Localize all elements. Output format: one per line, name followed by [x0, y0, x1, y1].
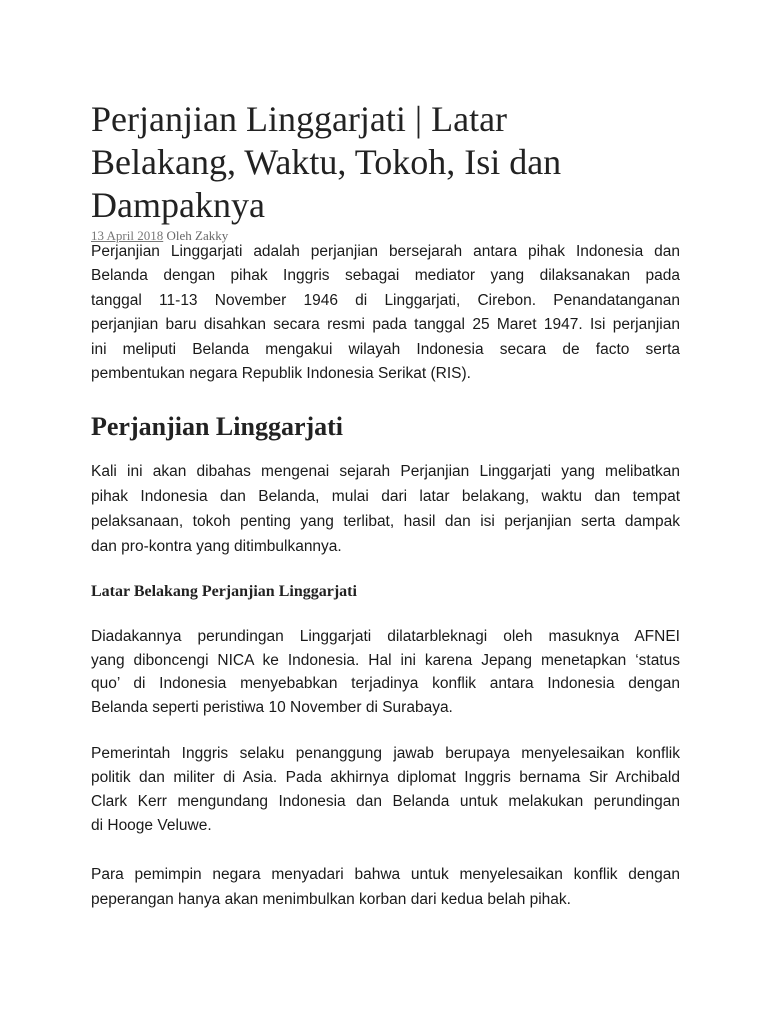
- text-line: pelaksanaan, tokoh penting yang terlibat, hasil dan isi perjanjian serta dampak: [91, 513, 680, 530]
- title-line: Perjanjian Linggarjati | Latar: [91, 99, 508, 139]
- text-line: ini meliputi Belanda mengakui wilayah Indonesia secara de facto serta: [91, 340, 680, 358]
- text-line: dan pro-kontra yang ditimbulkannya.: [91, 538, 342, 555]
- text-line: yang diboncengi NICA ke Indonesia. Hal ini karena Jepang menetapkan ‘status: [91, 651, 680, 669]
- paragraph: [91, 625, 680, 719]
- title-line: Belakang, Waktu, Tokoh, Isi dan: [91, 142, 562, 182]
- text-line: Diadakannya perundingan Linggarjati dilatarbleknagi oleh masuknya AFNEI: [91, 628, 680, 645]
- text-line: di Hooge Veluwe.: [91, 817, 212, 834]
- text-line: tanggal 11-13 November 1946 di Linggarjati, Cirebon. Penandatanganan: [91, 291, 680, 309]
- text-line: Para pemimpin negara menyadari bahwa untuk menyelesaikan konflik dengan: [91, 866, 680, 883]
- article-title: [91, 98, 680, 227]
- text-line: Pemerintah Inggris selaku penanggung jawab berupaya menyelesaikan konflik: [91, 745, 680, 762]
- section-heading: Perjanjian Linggarjati: [91, 412, 344, 441]
- text-line: pembentukan negara Republik Indonesia Serikat (RIS).: [91, 365, 471, 383]
- text-line: perjanjian baru disahkan secara resmi pada tanggal 25 Maret 1947. Isi perjanjian: [91, 316, 680, 334]
- intro-paragraph: [91, 240, 680, 386]
- text-line: Belanda dengan pihak Inggris sebagai mediator yang dilaksanakan pada: [91, 267, 680, 285]
- paragraph: [91, 459, 680, 559]
- title-line: Dampaknya: [91, 185, 265, 225]
- date-link[interactable]: 13 April 2018: [91, 228, 164, 243]
- author: Oleh Zakky: [166, 228, 229, 243]
- text-line: politik dan militer di Asia. Pada akhirnya diplomat Inggris bernama Sir Archibald: [91, 769, 680, 786]
- text-line: quo’ di Indonesia menyebabkan terjadinya konflik antara Indonesia dengan: [91, 675, 680, 692]
- text-line: Kali ini akan dibahas mengenai sejarah Perjanjian Linggarjati yang melibatkan: [91, 463, 680, 480]
- text-line: peperangan hanya akan menimbulkan korban dari kedua belah pihak.: [91, 891, 571, 908]
- paragraph: [91, 742, 680, 838]
- text-line: Perjanjian Linggarjati adalah perjanjian bersejarah antara pihak Indonesia dan: [91, 243, 680, 260]
- text-line: Clark Kerr mengundang Indonesia dan Belanda untuk melakukan perundingan: [91, 793, 680, 810]
- text-line: pihak Indonesia dan Belanda, mulai dari latar belakang, waktu dan tempat: [91, 488, 680, 505]
- subsection-heading: Latar Belakang Perjanjian Linggarjati: [91, 583, 357, 600]
- text-line: Belanda seperti peristiwa 10 November di Surabaya.: [91, 698, 453, 716]
- paragraph: [91, 862, 680, 912]
